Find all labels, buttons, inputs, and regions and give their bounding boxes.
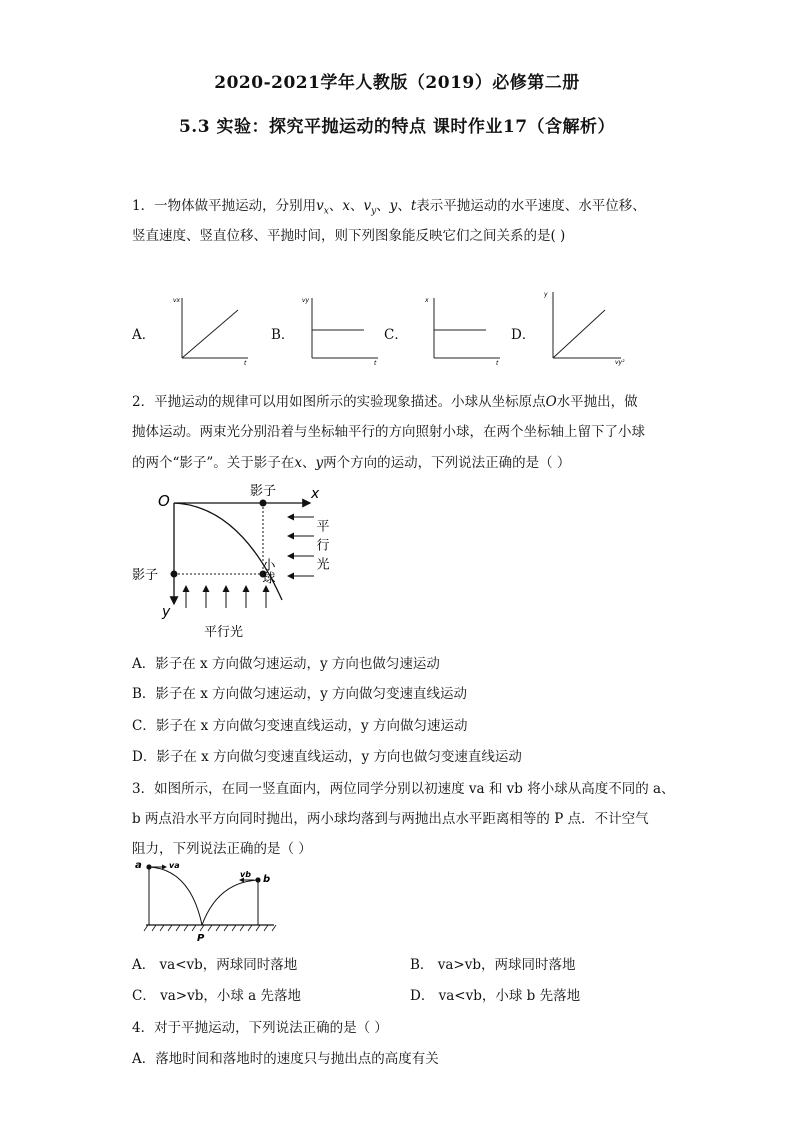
q3-label-va: va (169, 861, 180, 870)
q2-figure (130, 478, 360, 643)
q2-origin-label: O (158, 492, 170, 510)
q4-stem: 4．对于平抛运动，下列说法正确的是（ ） (132, 1020, 388, 1036)
q2-option-c: C．影子在 x 方向做匀变速直线运动，y 方向做匀速运动 (132, 718, 468, 734)
q2-x-label: x (311, 486, 320, 502)
q2-stem-text-a: 2．平抛运动的规律可以用如图所示的实验现象描述。小球从坐标原点 (132, 394, 546, 410)
q1-stem-text-b: 表示平抛运动的水平速度、水平位移、 (416, 198, 646, 214)
q1-stem-line-2: 竖直速度、竖直位移、平抛时间，则下列图象能反映它们之间关系的是( ) (132, 228, 566, 244)
q2-stem-text-c: 两个方向的运动，下列说法正确的是（ ） (323, 455, 571, 471)
q1-sep: 、 (328, 198, 343, 214)
q2-origin-symbol: O (545, 394, 557, 410)
q1-sep: 、 (349, 198, 364, 214)
q1-stem-text-a: 1．一物体做平抛运动，分别用 (132, 198, 317, 214)
q1-graph-c (422, 292, 506, 366)
q1-option-d-label: D． (511, 327, 536, 343)
q1-graph-a-ylabel: vx (173, 297, 181, 304)
q1-t: t (410, 198, 417, 214)
q2-option-b: B．影子在 x 方向做匀速运动，y 方向做匀变速直线运动 (132, 686, 468, 702)
q3-label-b: b (263, 874, 271, 885)
q2-shadow-y-dot (171, 571, 178, 578)
q1-graph-c-xlabel: t (496, 360, 499, 366)
q3-trajectory-a (149, 867, 202, 925)
q3-ball-b (255, 877, 260, 882)
q2-stem-line-1 (132, 390, 638, 410)
q1-graph-a-xlabel: t (244, 360, 247, 366)
q2-option-a: A．影子在 x 方向做匀速运动，y 方向也做匀速运动 (132, 656, 440, 672)
q1-graph-b-xlabel: t (374, 360, 377, 366)
q2-y-label: y (162, 604, 171, 620)
q2-stem-line-3 (132, 451, 570, 471)
q2-shadow-top-label: 影子 (250, 484, 277, 499)
title-line-2: 5.3 实验：探究平抛运动的特点 课时作业17（含解析） (178, 117, 616, 137)
q2-shadow-left-label: 影子 (132, 568, 159, 583)
q4-option-a: A．落地时间和落地时的速度只与抛出点的高度有关 (132, 1051, 439, 1067)
q3-label-vb: vb (240, 870, 251, 879)
q1-x: x (342, 198, 350, 214)
q1-option-a-label: A． (132, 327, 156, 343)
q2-stem-text-b: 水平抛出，做 (556, 394, 638, 410)
q2-stem-text-a: 的两个“影子”。关于影子在 (132, 455, 295, 471)
q2-shadow-x-dot (260, 500, 267, 507)
q3-label-a: a (135, 860, 142, 871)
q2-y-symbol: y (315, 455, 324, 471)
q1-option-b-label: B． (271, 327, 295, 343)
q3-figure (132, 855, 292, 945)
q3-option-d: D． va<vb，小球 b 先落地 (410, 988, 581, 1004)
q1-graph-b-ylabel: vy (302, 297, 310, 304)
q1-sep: 、 (397, 198, 411, 214)
q3-trajectory-b (202, 880, 258, 925)
q1-graph-d (541, 286, 633, 366)
q1-graph-a (170, 292, 254, 366)
q2-stem-line-2: 抛体运动。两束光分别沿着与坐标轴平行的方向照射小球，在两个坐标轴上留下了小球 (132, 424, 645, 440)
q3-option-b: B． va>vb，两球同时落地 (410, 957, 576, 973)
q1-graph-b (300, 292, 384, 366)
q2-bottom-light-label: 平行光 (204, 625, 244, 640)
q2-x-symbol: x (294, 455, 302, 471)
q1-sep: 、 (376, 198, 390, 214)
q1-graph-d-xlabel: vy² (615, 359, 625, 366)
q3-stem-line-2: b 两点沿水平方向同时抛出，两小球均落到与两抛出点水平距离相等的 P 点．不计空气 (132, 811, 649, 827)
q3-option-c: C． va>vb，小球 a 先落地 (132, 988, 302, 1004)
q3-stem-line-1: 3．如图所示，在同一竖直面内，两位同学分别以初速度 va 和 vb 将小球从高度不同的 a、 (132, 781, 675, 797)
q1-vx: v (316, 198, 324, 214)
q2-right-light-label: 平行光 (313, 519, 329, 576)
q1-y: y (389, 198, 398, 214)
q1-option-c-label: C． (384, 327, 408, 343)
q1-vy-sub: y (371, 206, 377, 217)
q3-ball-a (146, 864, 151, 869)
q2-stem-sep: 、 (301, 455, 316, 471)
title-line-1: 2020-2021学年人教版（2019）必修第二册 (214, 73, 580, 93)
q1-graph-c-ylabel: x (425, 297, 429, 304)
q3-stem-line-3: 阻力，下列说法正确的是（ ） (132, 841, 312, 857)
q2-option-d: D．影子在 x 方向做匀变速直线运动，y 方向也做匀变速直线运动 (132, 749, 522, 765)
q1-graph-d-ylabel: y (544, 291, 548, 298)
q2-ball-label: 小球 (259, 558, 275, 584)
q2-trajectory (174, 503, 282, 600)
q3-option-a: A． va<vb，两球同时落地 (132, 957, 298, 973)
q1-vx-sub: x (323, 206, 329, 217)
q1-vy: v (363, 198, 372, 214)
q1-stem-line-1 (132, 194, 646, 217)
q3-label-p: P (197, 933, 205, 944)
